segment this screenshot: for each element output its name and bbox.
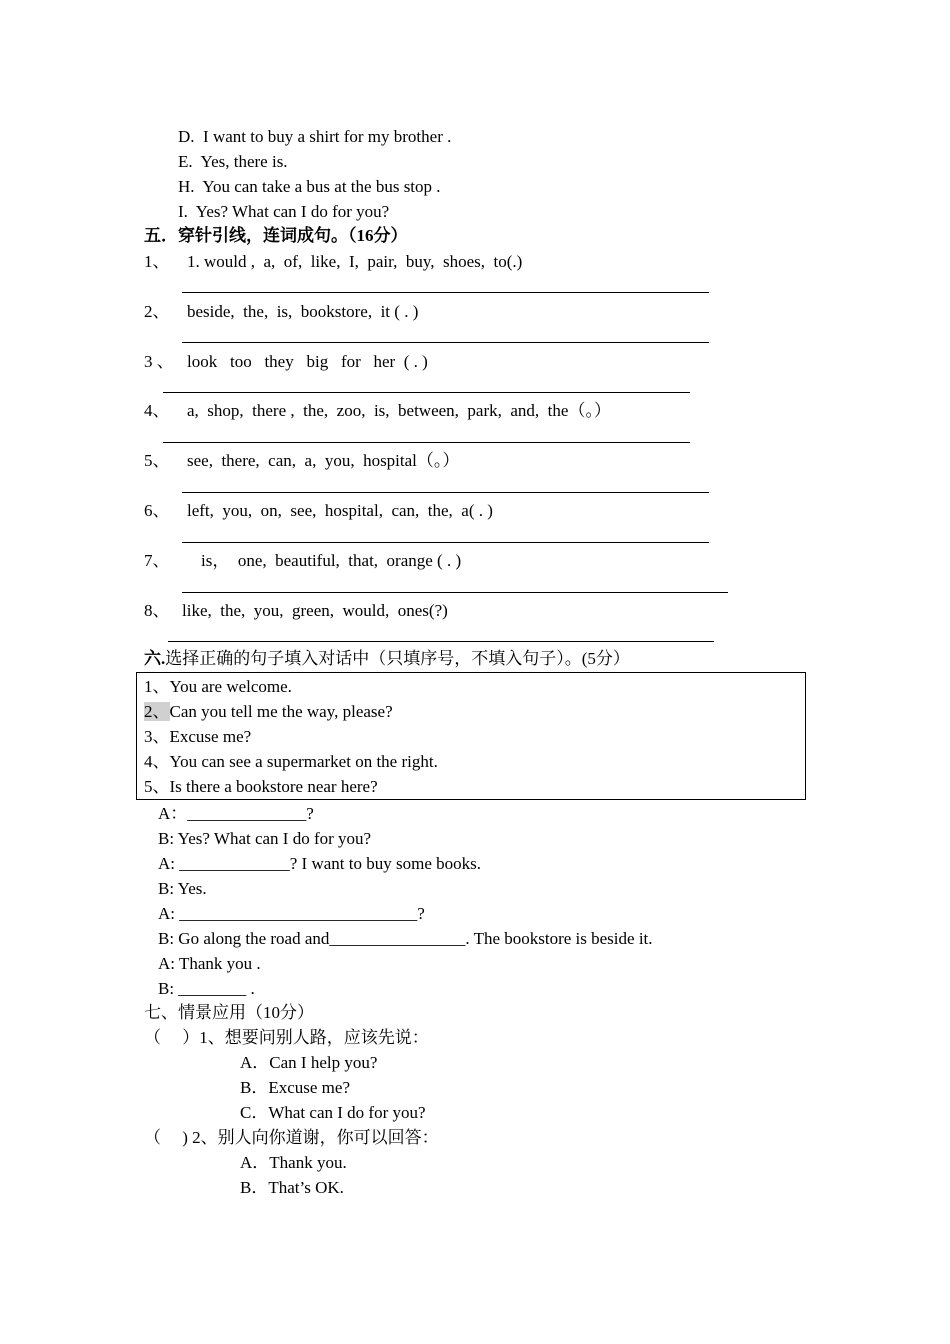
dialogue-line: B: Yes. bbox=[158, 879, 207, 898]
s5-item-num: 6、 bbox=[144, 501, 170, 520]
answer-line[interactable] bbox=[182, 292, 709, 293]
q2-option-a: A．Thank you. bbox=[240, 1153, 347, 1172]
option-h: H. You can take a bus at the bus stop . bbox=[178, 177, 441, 196]
section6-title bbox=[144, 649, 630, 669]
q1-option-a: A．Can I help you? bbox=[240, 1053, 378, 1072]
dialogue-line: A: ____________________________? bbox=[158, 904, 425, 923]
s5-item-words: a, shop, there , the, zoo, is, between, park, and, the（。） bbox=[187, 401, 611, 420]
option-e: E. Yes, there is. bbox=[178, 152, 288, 171]
option-i: I. Yes? What can I do for you? bbox=[178, 202, 390, 221]
s6-option: 5、Is there a bookstore near here? bbox=[144, 777, 378, 796]
answer-line[interactable] bbox=[163, 442, 690, 443]
dialogue-line: A: Thank you . bbox=[158, 954, 261, 973]
dialogue-line: B: Yes? What can I do for you? bbox=[158, 829, 372, 848]
s5-item-num: 7、 bbox=[144, 551, 170, 570]
dialogue-line: A：______________? bbox=[158, 804, 314, 823]
highlighted-num: 2、 bbox=[144, 702, 170, 721]
s5-item-words: see, there, can, a, you, hospital（。） bbox=[187, 451, 460, 470]
answer-line[interactable] bbox=[168, 641, 714, 642]
question-1: （ ）1、想要问别人路，应该先说： bbox=[144, 1028, 429, 1047]
section7-title: 七、情景应用（10分） bbox=[144, 1003, 314, 1022]
s5-item-words: left, you, on, see, hospital, can, the, a( . ) bbox=[187, 501, 493, 520]
s5-item-words: look too they big for her ( . ) bbox=[187, 352, 428, 371]
q1-option-b: B．Excuse me? bbox=[240, 1078, 350, 1097]
option-d: D. I want to buy a shirt for my brother . bbox=[178, 127, 452, 146]
answer-line[interactable] bbox=[182, 592, 728, 593]
dialogue-line: B: Go along the road and________________. The bookstore is beside it. bbox=[158, 929, 653, 948]
answer-line[interactable] bbox=[182, 492, 709, 493]
s6-option: 2、Can you tell me the way, please? bbox=[144, 702, 393, 721]
q1-option-c: C．What can I do for you? bbox=[240, 1103, 426, 1122]
s6-option: 1、You are welcome. bbox=[144, 677, 292, 696]
s5-item-num: 1、 bbox=[144, 252, 170, 271]
question-2: （ ) 2、别人向你道谢，你可以回答： bbox=[144, 1128, 439, 1147]
s5-item-num: 5、 bbox=[144, 451, 170, 470]
q2-option-b: B．That’s OK. bbox=[240, 1178, 344, 1197]
section6-title-num: 六. bbox=[144, 649, 166, 668]
s5-item-words: beside, the, is, bookstore, it ( . ) bbox=[187, 302, 419, 321]
s6-option: 3、Excuse me? bbox=[144, 727, 252, 746]
section5-title: 五．穿针引线，连词成句。（16分） bbox=[144, 226, 408, 245]
answer-line[interactable] bbox=[163, 392, 690, 393]
s5-item-words: like, the, you, green, would, ones(?) bbox=[182, 601, 448, 620]
dialogue-line: A: _____________? I want to buy some books. bbox=[158, 854, 481, 873]
dialogue-line: B: ________ . bbox=[158, 979, 255, 998]
s5-item-num: 8、 bbox=[144, 601, 170, 620]
answer-line[interactable] bbox=[182, 542, 709, 543]
s5-item-words: is， one, beautiful, that, orange ( . ) bbox=[201, 551, 462, 570]
s5-item-num: 4、 bbox=[144, 401, 170, 420]
s5-item-num: 3 、 bbox=[144, 352, 174, 371]
answer-line[interactable] bbox=[182, 342, 709, 343]
s5-item-num: 2、 bbox=[144, 302, 170, 321]
s5-item-words: 1. would , a, of, like, I, pair, buy, shoes, to(.) bbox=[187, 252, 523, 271]
section6-title-text: 选择正确的句子填入对话中（只填序号，不填入句子）。(5分） bbox=[165, 649, 630, 668]
s6-option: 4、You can see a supermarket on the right. bbox=[144, 752, 438, 771]
